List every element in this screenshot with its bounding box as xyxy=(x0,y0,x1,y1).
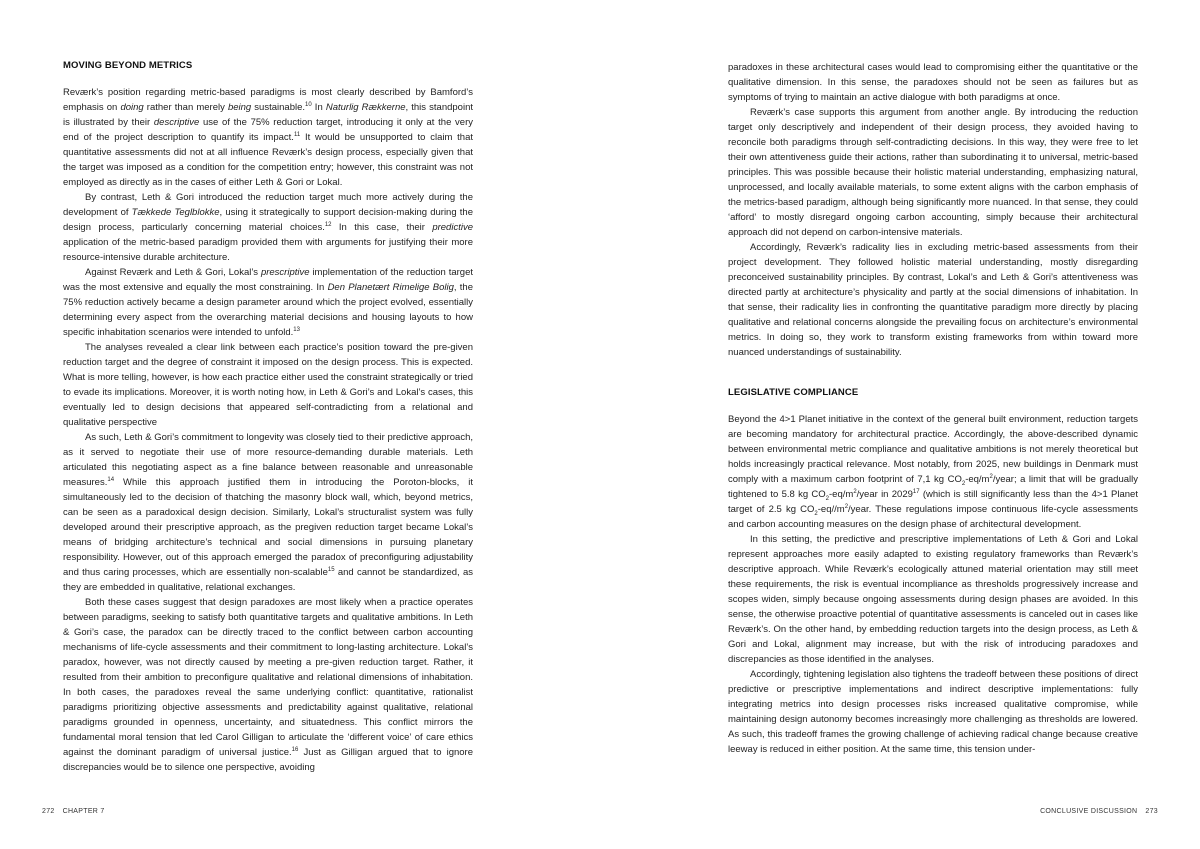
footnote-ref: 11 xyxy=(293,131,301,138)
running-head: CHAPTER 7 xyxy=(62,808,105,815)
running-head: CONCLUSIVE DISCUSSION xyxy=(1040,808,1138,815)
footnote-ref: 14 xyxy=(107,476,115,483)
paragraph: Reværk’s position regarding metric-based paradigms is most clearly described by Bamford’s emphasis on doing rather than merely being sustainable.$^{10}$ In Naturlig Rækkerne, this standpoint is illustrated by their descriptive use of the 75% reduction target, introducing it only at the very end of the project description to quantify its impact.$^{11}$ It would be unsupported to claim that quantitative assessments did not at all influence Reværk’s design process, especially given that the target was imposed as a condition for the competition entry; however, this constraint was not employed as directly as in the cases of either Leth & Gori or Lokal. xyxy=(63,87,474,188)
paragraph: Accordingly, tightening legislation also tightens the tradeoff between these positions of direct predictive or prescriptive implementations and indirect descriptive implementations: fully integrating metrics into design processes risks increased qualitative compromise, while maintaining design autonomy becomes increasingly more challenging as thresholds are lowered. As such, this tradeoff frames the growing challenge of achieving radical change because creative leeway is reduced in either position. At the same time, this tension under- xyxy=(728,669,1138,755)
paragraph: paradoxes in these architectural cases would lead to compromising either the quantitative or the qualitative dimension. In this sense, the paradoxes should not be seen as failures but as symptoms of trying to maintain an active dialogue with both paradigms at once. xyxy=(728,62,1138,103)
paragraph: Both these cases suggest that design paradoxes are most likely when a practice operates between paradigms, seeking to satisfy both quantitative targets and qualitative ambitions. In Leth & Gori’s case, the paradox can be directly traced to the conflict between carbon accounting mechanisms of life-cycle assessments and their commitment to long-lasting architecture. Lokal’s paradox, however, was not directly caused by meeting a pre-given reduction target. Rather, it resulted from their ambition to preconfigure qualitative and relational dimensions of inhabitation. In both cases, the paradoxes reveal the same underlying conflict: quantitative, rationalist paradigms prioritizing objective assessments and predictability against qualitative, relational paradigms grounded in openness, uncertainty, and situatedness. This conflict mirrors the fundamental moral tension that led Carol Gilligan to articulate the ‘different voice’ of care ethics against the dominant paradigm of universal justice.$^{16}$ Just as Gilligan argued that to ignore discrepancies would be to silence one perspective, avoiding xyxy=(63,597,473,773)
section-heading-moving-beyond-metrics: MOVING BEYOND METRICS xyxy=(63,60,193,71)
right-page xyxy=(600,0,1200,849)
footnote-ref: 15 xyxy=(327,566,335,573)
paragraph: As such, Leth & Gori’s commitment to longevity was closely tied to their predictive approach, as it served to negotiate their use of more resource-demanding durable materials. Leth articulated this negotiating aspect as a fine balance between reasonable and unreasonable measures.$^{14}$ While this approach justified them in introducing the Poroton-blocks, it simultaneously led to the decision of thatching the masonry block wall, which, beyond metrics, can be seen as a paradoxical design decision. Similarly, Lokal’s structuralist system was fully developed around their prescriptive approach, as the pregiven reduction target became Lokal’s means of bridging architecture’s technical and social dimensions in pursuing planetary responsibility. However, out of this approach emerged the paradox of preconfiguring adjustability and thus caring processes, which are essentially non-scalable$^{15}$ and cannot be standardized, as they are embedded in qualitative, relational exchanges. xyxy=(63,432,473,593)
left-text-column xyxy=(63,60,473,775)
page-number: 273 xyxy=(1145,808,1158,815)
paragraph: By contrast, Leth & Gori introduced the reduction target much more actively during the development of Tækkede Teglblokke, using it strategically to support decision-making during the design process, particularly concerning material choices.$^{12}$ In this case, their predictive application of the metric-based paradigm provided them with arguments for justifying their more resource-intensive durable architecture. xyxy=(63,192,473,263)
paragraph: Against Reværk and Leth & Gori, Lokal’s prescriptive implementation of the reduction target was the most extensive and equally the most constraining. In Den Planetært Rimelige Bolig, the 75% reduction actively became a design parameter around which the project evolved, essentially determining every aspect from the overarching material decisions and housing layouts to how specific inhabitation scenarios were intended to unfold.$^{13}$ xyxy=(63,267,473,338)
footnote-ref: 16 xyxy=(291,746,299,753)
paragraph: In this setting, the predictive and prescriptive implementations of Leth & Gori and Lokal represent approaches more easily adapted to existing regulatory frameworks than Reværk’s descriptive approach. While Reværk’s ecologically attuned material orientation may still meet these requirements, the risk is eventual incompliance as thresholds progressively increase and scopes widen, simply because ongoing assessments during design phases are avoided. In this sense, the otherwise proactive potential of quantitative assessments is canceled out in cases like Reværk’s. On the other hand, by embedding reduction targets into the design process, as Leth & Gori and Lokal, alignment may increase, but with the risk of introducing paradoxes and discrepancies as those identified in the analyses. xyxy=(728,534,1138,665)
folio-left xyxy=(34,808,105,815)
right-text-column xyxy=(728,60,1138,757)
paragraph: The analyses revealed a clear link between each practice’s position toward the pre-given reduction target and the degree of constraint it imposed on the design process. This is expected. What is more telling, however, is how each practice either used the constraint strategically or tried to evade its implications. Moreover, it is worth noting how, in Leth & Gori’s and Lokal’s cases, this eventually led to design decisions that appeared self-contradicting from a relational and qualitative perspective xyxy=(63,342,473,428)
folio-right xyxy=(1040,808,1166,815)
footnote-ref: 13 xyxy=(293,326,300,333)
paragraph: Beyond the 4>1 Planet initiative in the context of the general built environment, reduction targets are becoming mandatory for architectural practice. Accordingly, the above-described dynamic between environmental metric compliance and qualitative ambitions is not merely theoretical but holds increasingly practical relevance. Most notably, from 2025, new buildings in Denmark must comply with a maximum carbon footprint of 7,1 kg $CO_2-eq/m^2$/year; a limit that will be gradually tightened to 5.8 kg $CO_2-eq/m^2$/year in 2029$^{17}$ (which is still significantly less than the 4>1 Planet target of 2.5 kg $CO_2-eq//m^2$/year. These regulations impose continuous life-cycle assessments and carbon accounting measures on the design phase of architectural development. xyxy=(728,414,1139,530)
footnote-ref: 17 xyxy=(912,488,920,495)
section-heading-legislative-compliance: LEGISLATIVE COMPLIANCE xyxy=(728,387,859,398)
paragraph: Reværk’s case supports this argument from another angle. By introducing the reduction target only descriptively and independent of their design process, they avoided having to reconcile both paradigms through self-contradicting decisions. In this way, they were free to let their own attentiveness guide their actions, rather than subordinating it to universal, metric-based principles. This was possible because their holistic material understanding, emphasizing natural, unprocessed, and locally available materials, to some extent aligns with the carbon emphasis of the metrics-based paradigm, although being significantly more nuanced. In that sense, they could ‘afford’ to mostly disregard ongoing carbon accounting, simply because their architectural approach did not depend on carbon-intensive materials. xyxy=(728,107,1138,238)
footnote-ref: 10 xyxy=(305,101,312,108)
paragraph: Accordingly, Reværk’s radicality lies in excluding metric-based assessments from their project development. They followed holistic material understanding, mostly disregarding preconceived sustainability principles. By contrast, Lokal’s and Leth & Gori’s attentiveness was directed partly at architecture’s physicality and partly at the social dimensions of inhabitation. In that sense, their radicality lies in confronting the quantitative paradigm more directly by placing qualitative and relational concerns alongside the prevailing focus on architecture’s environmental metrics. In doing so, they work to transform existing frameworks from within toward more nuanced understandings of sustainability. xyxy=(728,242,1138,358)
page-number: 272 xyxy=(42,808,55,815)
footnote-ref: 12 xyxy=(324,221,332,228)
